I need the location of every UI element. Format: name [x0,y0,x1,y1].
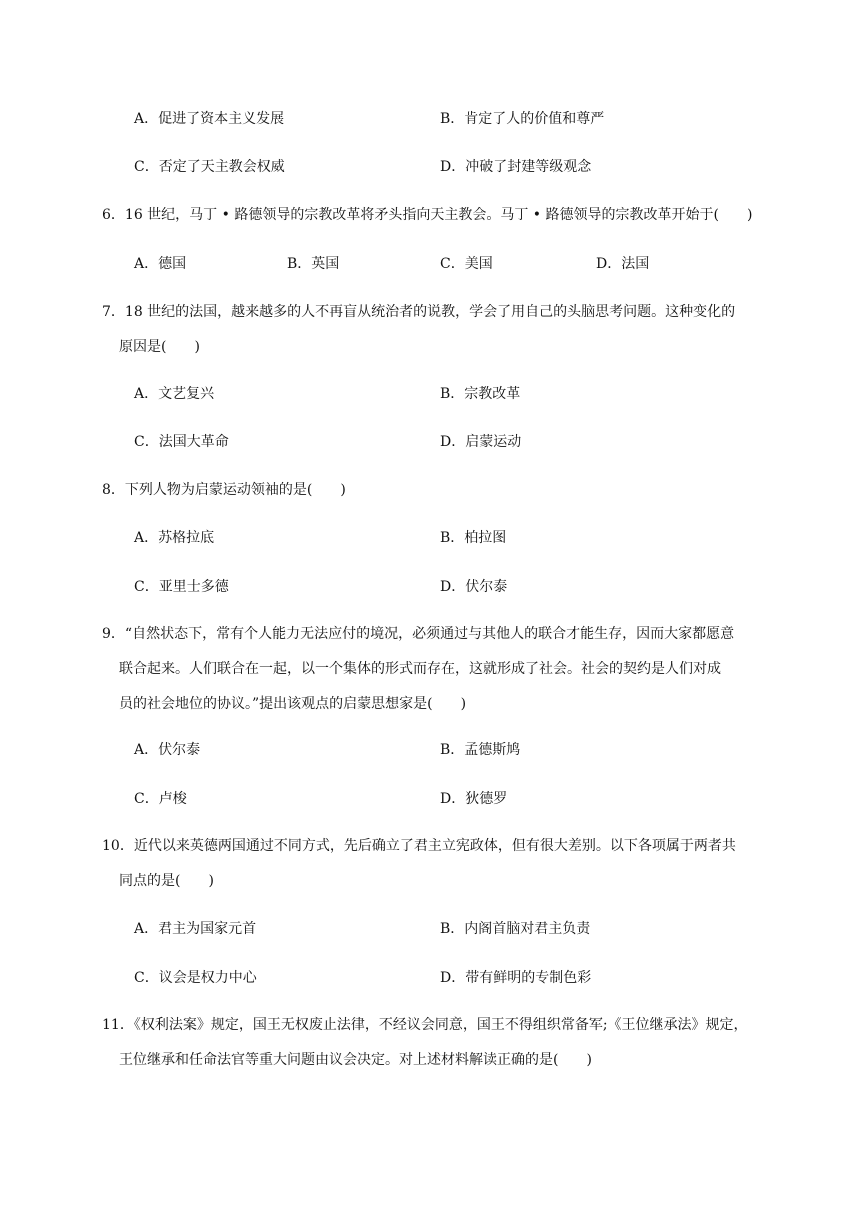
question-number: 7． [102,304,125,320]
option-b: B．宗教改革 [440,386,521,402]
option-d: D．启蒙运动 [440,434,522,450]
question-stem: 8．下列人物为启蒙运动领袖的是( ) [102,482,346,498]
option-d: D．法国 [596,256,650,272]
question-stem: 10．近代以来英德两国通过不同方式，先后确立了君主立宪政体，但有很大差别。以下各项属于两者共 [102,838,736,854]
option-b: B．内阁首脑对君主负责 [440,921,591,937]
option-b: B．英国 [287,256,340,272]
question-number: 11． [102,1017,134,1033]
option-d: D．带有鲜明的专制色彩 [440,970,592,986]
option-c: C．议会是权力中心 [134,970,257,986]
question-stem-continued: 原因是( ) [119,339,200,355]
question-number: 8． [102,482,125,498]
option-b: B．肯定了人的价值和尊严 [440,111,605,127]
option-a: A．促进了资本主义发展 [134,111,285,127]
option-c: C．法国大革命 [134,434,229,450]
option-b: B．孟德斯鸠 [440,742,521,758]
question-number: 6． [102,207,125,223]
option-d: D．冲破了封建等级观念 [440,159,592,175]
question-stem-continued: 员的社会地位的协议。”提出该观点的启蒙思想家是( ) [119,696,467,712]
question-stem: 9．“自然状态下，常有个人能力无法应付的境况，必须通过与其他人的联合才能生存，因而大家都愿意 [102,626,735,642]
option-c: C．美国 [440,256,493,272]
question-stem-continued: 王位继承和任命法官等重大问题由议会决定。对上述材料解读正确的是( ) [119,1052,592,1068]
option-b: B．柏拉图 [440,530,507,546]
option-a: A．文艺复兴 [134,386,215,402]
question-stem-continued: 同点的是( ) [119,873,214,889]
question-stem-continued: 联合起来。人们联合在一起，以一个集体的形式而存在，这就形成了社会。社会的契约是人们对成 [119,661,721,677]
option-a: A．德国 [134,256,187,272]
option-d: D．狄德罗 [440,791,508,807]
question-stem: 7．18 世纪的法国，越来越多的人不再盲从统治者的说教，学会了用自己的头脑思考问题。这种变化的 [102,304,736,320]
option-c: C．亚里士多德 [134,579,229,595]
option-c: C．否定了天主教会权威 [134,159,285,175]
question-number: 10． [102,838,134,854]
question-stem: 11．《权利法案》规定，国王无权废止法律，不经议会同意，国王不得组织常备军;《王位继承法》规定， [102,1017,748,1033]
option-c: C．卢梭 [134,791,187,807]
question-stem: 6．16 世纪，马丁 • 路德领导的宗教改革将矛头指向天主教会。马丁 • 路德领导的宗教改革开始于( ) [102,207,753,223]
option-a: A．伏尔泰 [134,742,201,758]
option-a: A．苏格拉底 [134,530,215,546]
option-d: D．伏尔泰 [440,579,508,595]
option-a: A．君主为国家元首 [134,921,257,937]
question-number: 9． [102,626,125,642]
